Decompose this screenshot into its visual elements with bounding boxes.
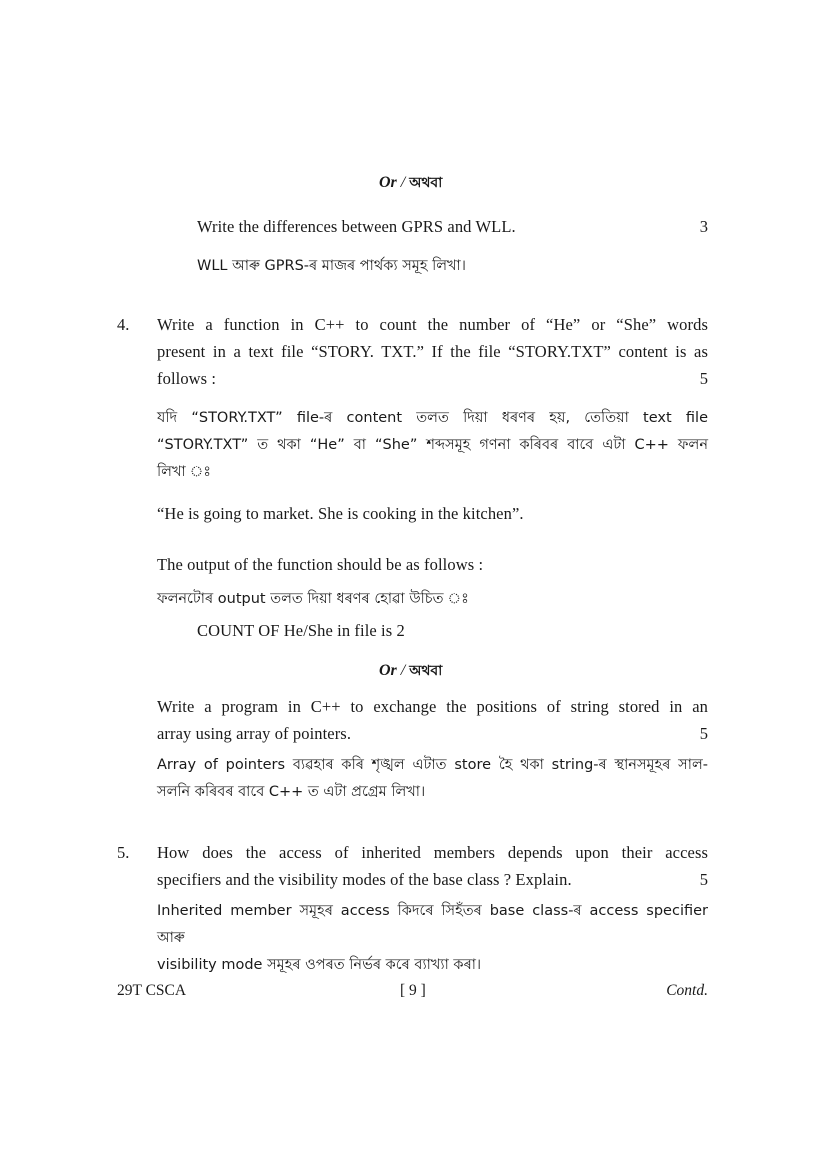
q4-as-line-3: লিখা ঃ: [157, 464, 212, 480]
or-english: Or: [379, 174, 397, 191]
q5-en-line-1: How does the access of inherited members depends upon their access: [157, 843, 708, 862]
q3-alt-question-as: WLL আৰু GPRS-ৰ মাজৰ পাৰ্থক্য সমূহ লিখা।: [197, 258, 466, 274]
q4-output-en: The output of the function should be as follows :: [157, 555, 484, 574]
q5-question-en: [157, 839, 708, 893]
q4-en-line-1: Write a function in C++ to count the number of “He” or “She” words: [157, 315, 708, 334]
q4-alt-as-line-2: সলনি কৰিবৰ বাবে C++ ত এটা প্ৰগ্ৰেম লিখা।: [157, 784, 426, 800]
q4-alt-question-en: [157, 693, 708, 747]
or-slash: /: [396, 174, 410, 191]
q4-output-as: ফলনটোৰ output তলত দিয়া ধৰণৰ হোৱা উচিত ঃ: [157, 591, 469, 607]
q4-as-line-1: যদি “STORY.TXT” file-ৰ content তলত দিয়া ধৰণৰ হয়, তেতিয়া text file: [157, 410, 708, 426]
q5-as-line-1: Inherited member সমূহৰ access কিদৰে সিহঁতৰ base class-ৰ access specifier আৰু: [157, 903, 708, 946]
q4-number: 4.: [117, 315, 130, 334]
or-separator-top: [379, 171, 442, 195]
q4-alt-marks: 5: [699, 724, 708, 743]
or-separator-q4: [379, 659, 442, 683]
q5-as-line-2: visibility mode সমূহৰ ওপৰত নিৰ্ভৰ কৰে ব্যাখ্যা কৰা।: [157, 957, 482, 973]
q4-as-line-2: “STORY.TXT” ত থকা “He” বা “She” শব্দসমূহ গণনা কৰিবৰ বাবে এটা C++ ফলন: [157, 437, 708, 453]
or-english: Or: [379, 662, 397, 679]
or-assamese: অথবা: [409, 663, 443, 679]
q4-output-value: COUNT OF He/She in file is 2: [197, 621, 405, 640]
q4-alt-as-line-1: Array of pointers ব্যৱহাৰ কৰি শৃঙ্খল এটাত store হৈ থকা string-ৰ স্থানসমূহৰ সাল-: [157, 757, 708, 773]
q4-en-line-2: present in a text file “STORY. TXT.” If the file “STORY.TXT” content is as: [157, 342, 708, 361]
or-assamese: অথবা: [409, 175, 443, 191]
q4-question-en: [157, 311, 708, 392]
q4-marks: 5: [699, 369, 708, 388]
or-slash: /: [396, 662, 410, 679]
q4-en-line-3: follows :: [157, 369, 217, 388]
footer-page-number: [ 9 ]: [400, 982, 426, 999]
q5-en-line-2: specifiers and the visibility modes of the base class ? Explain.: [157, 870, 572, 889]
q5-question-as: [157, 898, 708, 979]
q3-alt-marks: 3: [699, 217, 708, 236]
q3-alt-question-en: Write the differences between GPRS and WLL.: [197, 217, 516, 236]
q5-marks: 5: [699, 870, 708, 889]
q4-alt-en-line-2: array using array of pointers.: [157, 724, 352, 743]
q4-alt-question-as: [157, 752, 708, 806]
q4-question-as: [157, 405, 708, 486]
footer-contd: Contd.: [666, 982, 708, 999]
q4-alt-en-line-1: Write a program in C++ to exchange the positions of string stored in an: [157, 697, 708, 716]
footer-paper-code: 29T CSCA: [117, 982, 187, 999]
q4-sample-text: “He is going to market. She is cooking in the kitchen”.: [157, 504, 524, 523]
q5-number: 5.: [117, 843, 130, 862]
